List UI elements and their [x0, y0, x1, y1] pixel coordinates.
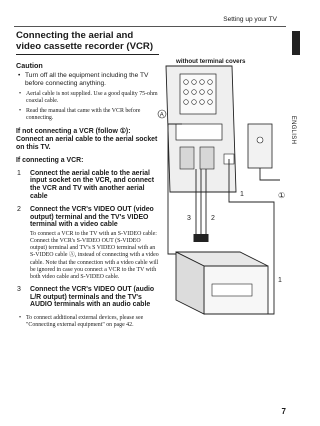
header-rule — [14, 26, 286, 27]
step-number: 2 — [17, 205, 21, 213]
step-number: 3 — [17, 285, 21, 293]
step-3 — [16, 286, 159, 309]
label-circled-1: ① — [278, 191, 286, 200]
step-2 — [16, 206, 159, 281]
page-number: 7 — [281, 407, 286, 416]
label-step-2: 2 — [211, 215, 215, 222]
step-1 — [16, 170, 159, 201]
label-a: A — [159, 112, 164, 119]
step-heading: Connect the aerial cable to the aerial input socket on the VCR, and connect the VCR and TV with another aerial cable — [30, 169, 155, 200]
bullet-icon: • — [19, 315, 22, 322]
step-heading: Connect the VCR's VIDEO OUT (audio L/R output) terminals and the TV's AUDIO terminals with an audio cable — [30, 285, 155, 309]
main-column — [16, 31, 159, 330]
label-step-1: 1 — [240, 191, 244, 198]
connection-diagram — [156, 52, 290, 352]
caution-bullet: • Turn off all the equipment including the TV before connecting anything. — [18, 72, 149, 87]
caution-note: • Read the manual that came with the VCR before connecting. — [19, 108, 141, 122]
cable-plugs — [194, 234, 209, 242]
caution-note: • Aerial cable is not supplied. Use a good quality 75-ohm coaxial cable. — [19, 90, 158, 104]
step-body: To connect a VCR to the TV with an S-VIDEO cable: Connect the VCR's S-VIDEO OUT (S-VIDEO output) terminal and TV's S VIDEO terminal with an S-VIDEO cable Ⓐ, instead of connecting with a video cable. Note that the connection with a video cable will be ignored in case you connect a VCR to the TV with both video cable and S-VIDEO cable. — [30, 231, 159, 280]
diagram-caption: without terminal covers — [176, 58, 246, 65]
side-language-label: ENGLISH — [290, 115, 296, 145]
label-step-1b: 1 — [278, 277, 282, 284]
bullet-icon: • — [19, 90, 22, 97]
vcr-heading: If connecting a VCR: — [16, 156, 84, 164]
vcr-device — [176, 252, 268, 314]
no-vcr-instruction: If not connecting a VCR (follow ①): Connect an aerial cable to the aerial socket on this TV. — [16, 128, 158, 151]
caution-heading: Caution — [16, 61, 43, 70]
wall-aerial-socket — [248, 124, 272, 168]
final-note: • To connect additional external devices, please see "Connecting external equipment" on page 42. — [19, 315, 144, 329]
label-step-3: 3 — [187, 215, 191, 222]
step-heading: Connect the VCR's VIDEO OUT (video output) terminal and the TV's VIDEO terminal with a video cable — [30, 205, 154, 229]
step-number: 1 — [17, 169, 21, 177]
bullet-icon: • — [18, 72, 21, 79]
bullet-icon: • — [19, 108, 22, 114]
header-title: Setting up your TV — [223, 16, 277, 23]
page-tab-marker — [292, 31, 300, 55]
section-title: Connecting the aerial and video cassette recorder (VCR) — [16, 31, 159, 55]
